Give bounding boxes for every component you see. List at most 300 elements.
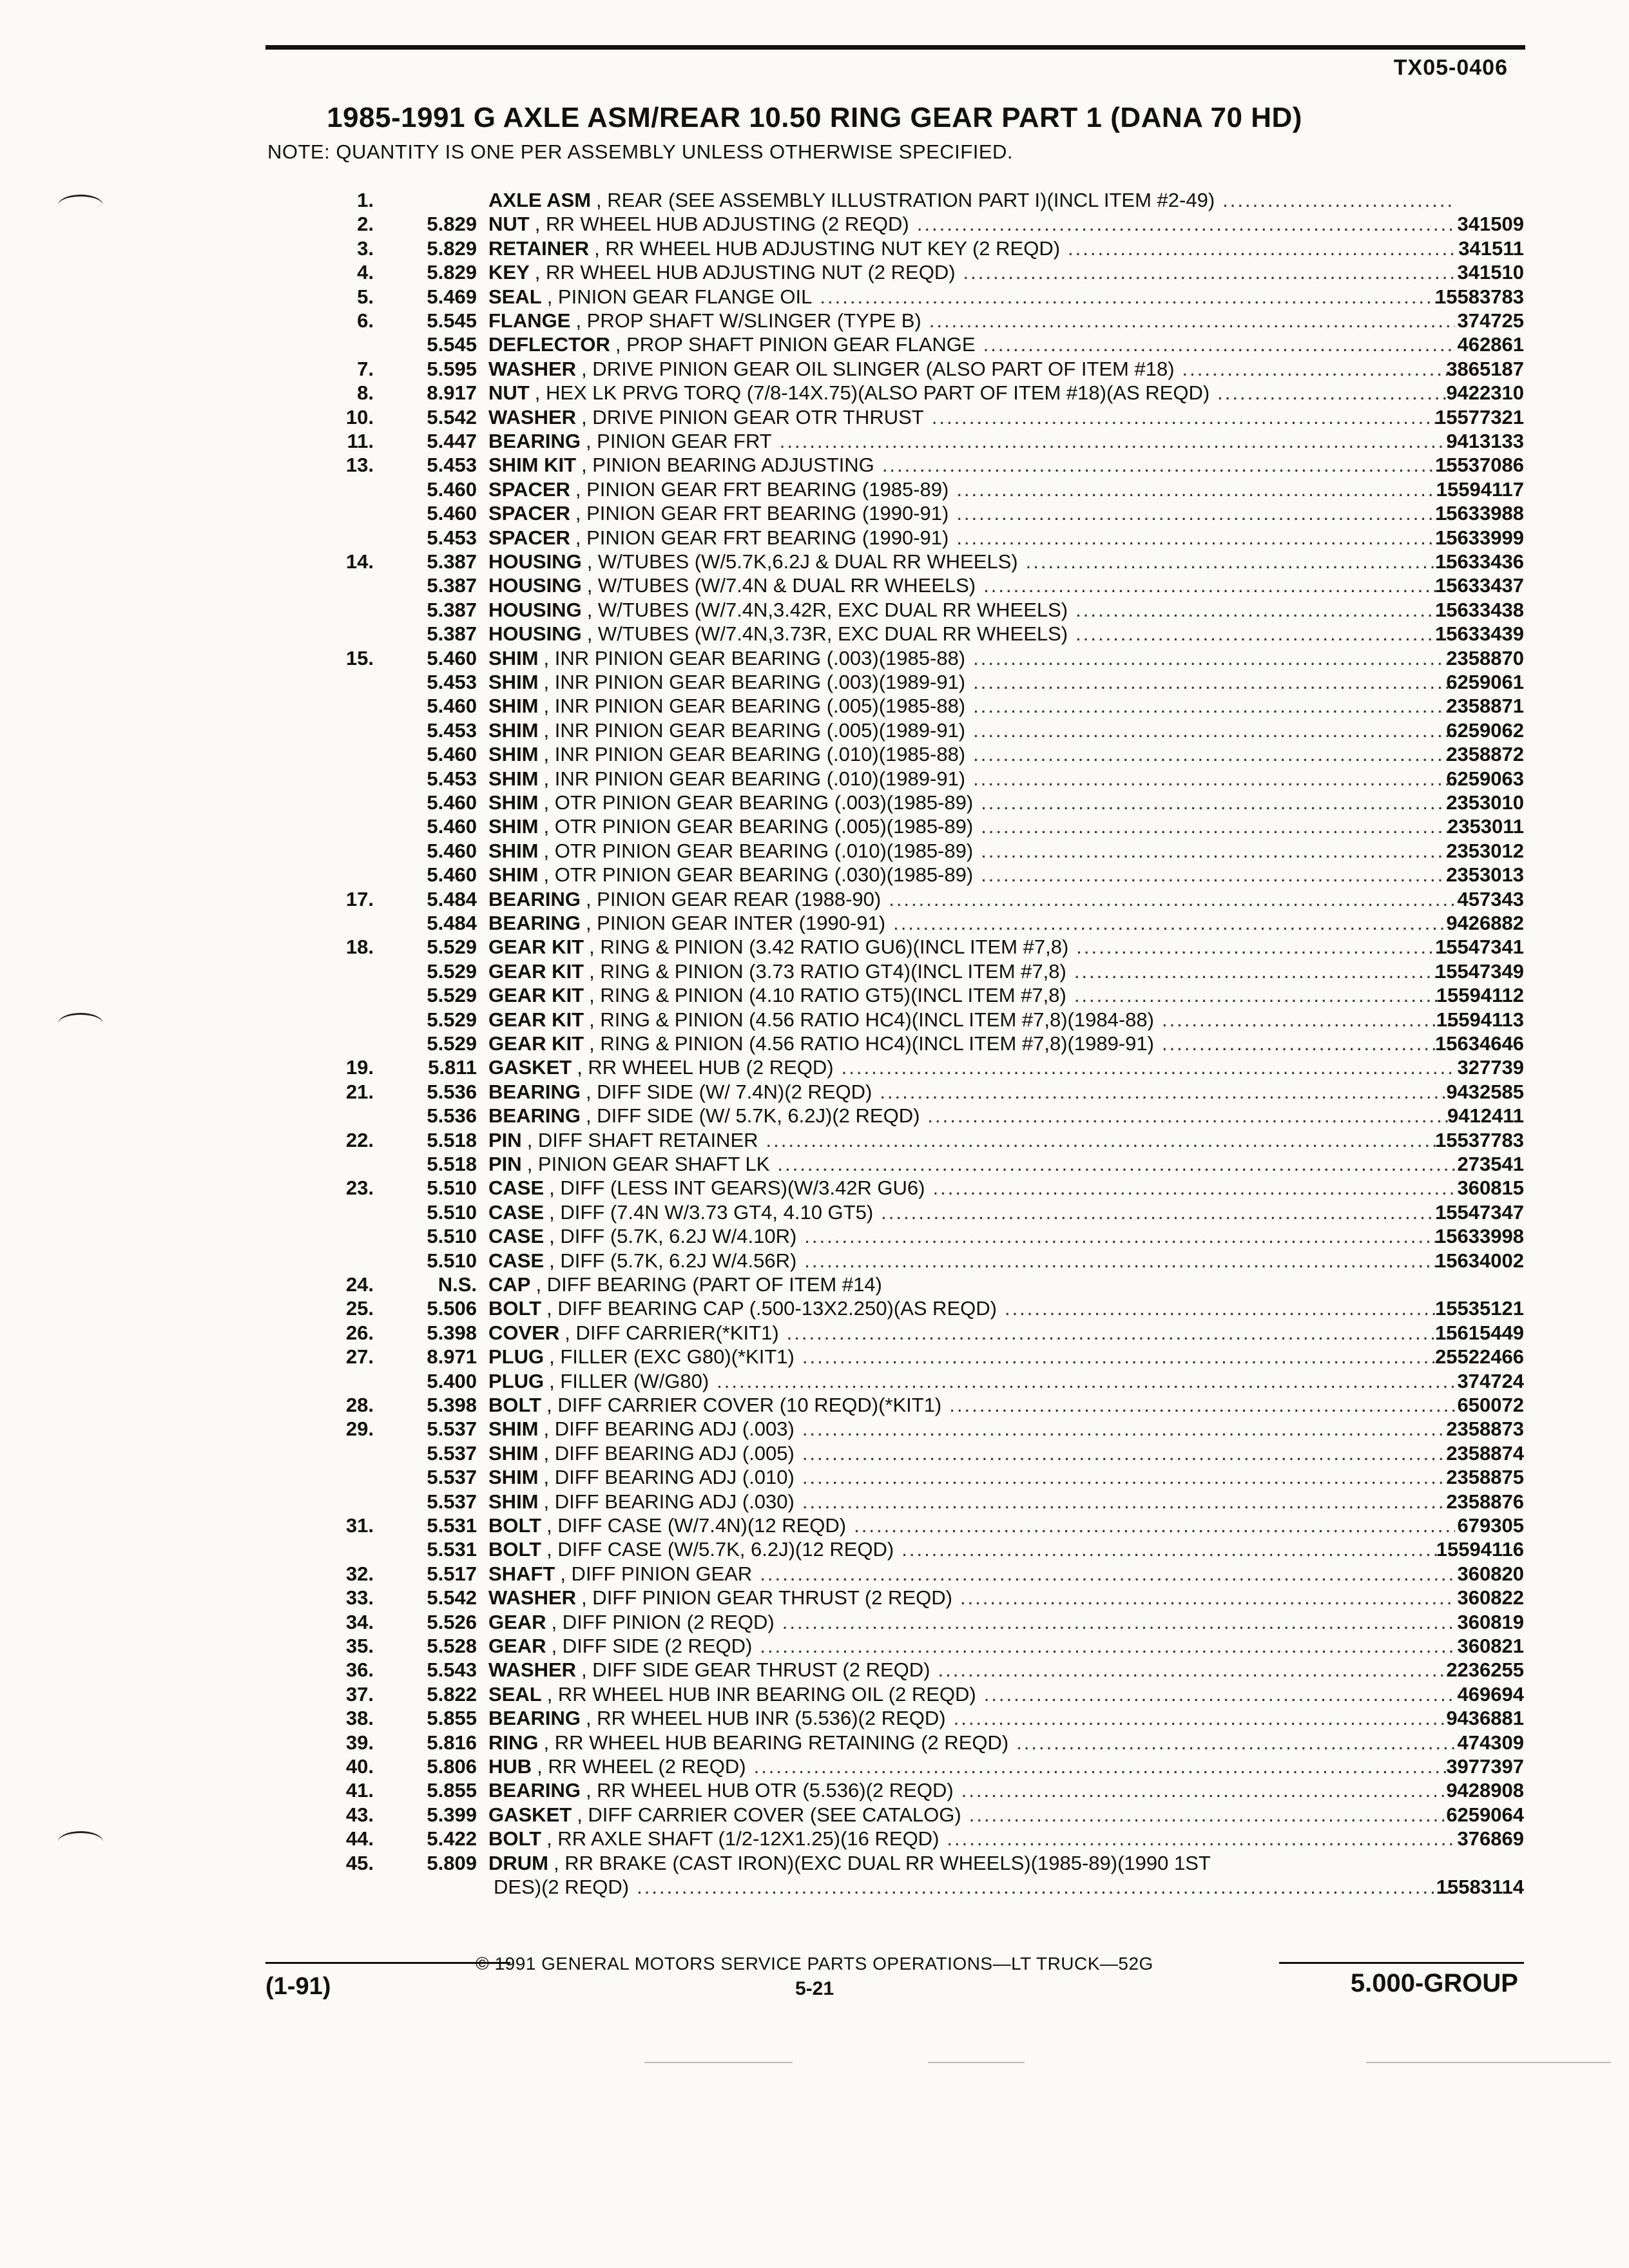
leader-dots [973,694,1455,718]
item-number: 24. [345,1273,374,1296]
part-detail: , DIFF SIDE (W/ 7.4N)(2 REQD) [585,1080,872,1103]
leader-dots [932,405,1455,429]
part-name: SHIM [488,695,539,718]
part-detail: , RING & PINION (3.42 RATIO GU6)(INCL ITEM #7,8) [589,936,1069,959]
part-name: SPACER [488,526,570,549]
leader-dots [854,1514,1455,1537]
part-description [488,1152,1455,1176]
part-description [488,1803,1455,1827]
group-number: 5.460 [427,863,477,887]
part-row [0,1032,1629,1055]
part-row [0,1875,1629,1899]
part-row [0,1008,1629,1032]
leader-dots [1016,1731,1455,1754]
part-description [488,1080,1455,1104]
leader-dots [802,1441,1455,1465]
group-number: 5.595 [427,357,477,380]
part-name: WASHER [488,405,577,428]
group-code: 5.000-GROUP [1350,1969,1518,1997]
part-number: 3977397 [1446,1755,1524,1778]
leader-dots [956,526,1455,550]
part-name: BEARING [488,1080,581,1103]
part-description [488,622,1455,646]
item-number: 18. [345,936,374,959]
part-name: RING [488,1731,539,1754]
part-detail: , REAR (SEE ASSEMBLY ILLUSTRATION PART I)(INCL ITEM #2-49) [596,189,1215,211]
part-name: SHIM [488,1466,539,1489]
group-number: 5.469 [427,285,477,308]
part-description [488,212,1455,236]
group-number: 5.855 [427,1707,477,1730]
part-detail: , RING & PINION (4.56 RATIO HC4)(INCL ITEM #7,8)(1984-88) [589,1008,1154,1031]
part-description [488,477,1455,501]
part-description [488,1176,1455,1200]
part-number: 2358871 [1446,695,1524,718]
part-row [0,405,1629,429]
group-number: 5.460 [427,791,477,814]
item-number: 23. [345,1177,374,1200]
leader-dots [802,1417,1455,1441]
part-detail: , DIFF SHAFT RETAINER [526,1128,758,1151]
part-detail: , OTR PINION GEAR BEARING (.005)(1985-89) [543,815,974,838]
part-detail: , RR WHEEL HUB ADJUSTING NUT (2 REQD) [534,261,956,284]
group-number: 5.806 [427,1755,477,1778]
part-detail: , PINION GEAR FRT BEARING (1990-91) [575,502,949,525]
part-number: 341511 [1458,236,1524,260]
item-number: 4. [357,261,374,284]
leader-dots [787,1321,1455,1345]
leader-dots [804,1249,1455,1273]
item-number: 38. [345,1707,374,1730]
part-name: HOUSING [488,598,582,621]
part-detail: , HEX LK PRVG TORQ (7/8-14X.75)(ALSO PART OF ITEM #18)(AS REQD) [534,381,1210,405]
leader-dots [956,501,1455,525]
group-number: 5.387 [427,574,477,597]
part-description [488,1658,1455,1682]
part-detail: , INR PINION GEAR BEARING (.005)(1985-88) [543,695,966,718]
item-number: 1. [357,189,374,211]
part-row [0,1055,1629,1079]
part-row [0,1610,1629,1634]
part-number: 2236255 [1446,1658,1524,1682]
part-row [0,1562,1629,1586]
part-number: 360819 [1457,1610,1524,1633]
item-number: 44. [345,1827,374,1850]
part-number: 9428908 [1446,1779,1524,1802]
group-number: 5.528 [427,1635,477,1657]
group-number: 5.453 [427,718,477,742]
group-number: 5.453 [427,526,477,549]
part-description [488,791,1455,814]
part-number: 15594117 [1436,477,1524,501]
part-number: 374724 [1457,1369,1524,1392]
group-number: 5.542 [427,405,477,428]
quantity-note: NOTE: QUANTITY IS ONE PER ASSEMBLY UNLESS OTHERWISE SPECIFIED. [267,140,1014,163]
group-number: 5.518 [427,1153,477,1175]
part-row [0,477,1629,501]
part-description [488,332,1455,356]
part-description [488,646,1455,670]
part-detail: , RR BRAKE (CAST IRON)(EXC DUAL RR WHEELS)(1985-89)(1990 1ST [554,1851,1211,1874]
part-number: 6259064 [1446,1803,1524,1826]
part-name: SHIM [488,791,539,814]
part-description [488,1754,1455,1778]
item-number: 6. [357,309,374,332]
part-detail: , DIFF PINION GEAR THRUST (2 REQD) [581,1586,952,1610]
leader-dots [933,1176,1456,1200]
group-number: 5.811 [428,1056,477,1079]
part-number: 6259061 [1446,671,1524,693]
part-number: 2358872 [1446,743,1524,766]
group-number: 5.398 [427,1394,477,1416]
part-row [0,1104,1629,1128]
leader-dots [802,1345,1455,1369]
part-description [488,381,1455,405]
item-number: 19. [345,1056,374,1079]
part-detail: , DIFF BEARING ADJ (.005) [543,1441,795,1465]
part-description [488,1537,1455,1561]
part-number: 9426882 [1446,912,1524,934]
group-number: 5.387 [427,550,477,573]
item-number: 14. [345,550,374,573]
group-number: 5.537 [427,1466,477,1489]
part-name: SPACER [488,502,570,525]
part-row [0,1321,1629,1345]
part-description [488,429,1455,453]
group-number: 5.822 [427,1682,477,1706]
part-name: BEARING [488,887,581,910]
part-name: BEARING [488,1707,581,1730]
leader-dots [842,1055,1455,1079]
leader-dots [960,1586,1455,1610]
part-row [0,622,1629,646]
part-number: 360821 [1457,1635,1524,1657]
group-number: 5.460 [427,502,477,525]
page-title: 1985-1991 G AXLE ASM/REAR 10.50 RING GEAR PART 1 (DANA 70 HD) [327,102,1302,133]
part-name: SHIM [488,839,539,862]
part-row [0,1152,1629,1176]
part-row [0,429,1629,453]
part-detail: , RR WHEEL HUB ADJUSTING (2 REQD) [534,213,909,236]
part-name: BOLT [488,1297,542,1320]
item-number: 8. [357,381,374,405]
part-name: CASE [488,1249,545,1272]
part-row [0,1441,1629,1465]
group-number: 5.453 [427,767,477,790]
leader-dots [881,1200,1455,1224]
part-description [488,1417,1455,1441]
part-row [0,526,1629,550]
group-number: 5.460 [427,743,477,766]
leader-dots [984,1682,1455,1706]
part-row [0,1731,1629,1754]
part-description [488,1875,1455,1899]
part-number: 15577321 [1435,405,1524,428]
group-number: 5.536 [427,1080,477,1103]
part-name: NUT [488,381,530,405]
part-detail: , PINION GEAR SHAFT LK [526,1153,770,1175]
part-description [488,188,1455,212]
part-number: 9422310 [1446,381,1524,405]
part-name: SHIM [488,646,539,669]
part-row [0,1417,1629,1441]
part-detail: , DIFF CARRIER COVER (10 REQD)(*KIT1) [546,1394,942,1416]
part-description [488,1032,1455,1055]
part-row [0,188,1629,212]
part-description [488,1321,1455,1345]
part-name: SHIM [488,1441,539,1465]
part-name: WASHER [488,1586,577,1610]
part-number: 15634002 [1435,1249,1524,1272]
item-number: 36. [345,1658,374,1682]
item-number: 41. [345,1779,374,1802]
leader-dots [929,309,1455,332]
group-number: 5.816 [427,1731,477,1754]
part-description [488,1682,1455,1706]
part-row [0,1634,1629,1658]
part-description [488,1514,1455,1537]
part-description [488,1465,1455,1489]
part-row [0,1273,1629,1296]
part-number: 2353011 [1447,815,1524,838]
part-row [0,646,1629,670]
part-detail: , DIFF BEARING ADJ (.003) [543,1418,795,1441]
part-name: HOUSING [488,622,582,646]
part-number: 15634646 [1435,1032,1524,1055]
part-name: BEARING [488,1104,581,1128]
part-description [488,357,1455,381]
part-description [488,670,1455,694]
part-number: 15594113 [1436,1008,1524,1031]
leader-dots [889,887,1455,911]
part-name: SPACER [488,477,570,501]
part-detail: , DIFF SIDE GEAR THRUST (2 REQD) [581,1658,930,1682]
scan-artifact-line [928,2062,1025,2063]
part-row [0,381,1629,405]
part-row [0,285,1629,309]
part-number: 15633988 [1435,502,1524,525]
part-row [0,1754,1629,1778]
part-description [488,1610,1455,1634]
part-number: 341510 [1457,261,1524,284]
item-number: 29. [345,1418,374,1441]
part-description [488,935,1455,959]
group-number: 5.809 [427,1851,477,1874]
leader-dots [802,1465,1455,1489]
part-row [0,1465,1629,1489]
group-number: 8.971 [427,1345,477,1369]
leader-dots [760,1562,1455,1586]
part-detail: , INR PINION GEAR BEARING (.010)(1985-88) [543,743,966,766]
part-detail: , INR PINION GEAR BEARING (.003)(1985-88) [543,646,966,669]
part-description [488,598,1455,622]
leader-dots [754,1754,1455,1778]
group-number: 5.460 [427,646,477,669]
item-number: 17. [345,887,374,910]
part-detail: , DIFF CARRIER(*KIT1) [564,1321,779,1344]
group-number: 5.510 [427,1249,477,1272]
part-detail: , DIFF PINION GEAR [560,1562,753,1585]
part-detail: , DIFF (5.7K, 6.2J W/4.56R) [549,1249,797,1272]
leader-dots [969,1803,1455,1827]
part-detail: , DRIVE PINION GEAR OTR THRUST [581,405,924,428]
item-number: 15. [345,646,374,669]
part-detail: , PINION GEAR FRT [585,430,772,452]
part-row [0,887,1629,911]
part-description [488,1369,1455,1393]
part-number: 15633436 [1435,550,1524,573]
item-number: 43. [345,1803,374,1826]
part-row [0,1128,1629,1152]
part-name: CASE [488,1177,545,1200]
part-name: SHIM [488,671,539,693]
leader-dots [802,1490,1455,1514]
part-number: 360820 [1457,1562,1524,1585]
part-row [0,1827,1629,1850]
group-number: N.S. [438,1273,477,1296]
leader-dots [804,1224,1455,1248]
part-row [0,1778,1629,1802]
part-description [488,453,1455,477]
item-number: 45. [345,1851,374,1874]
part-name: GEAR KIT [488,984,584,1007]
group-number: 5.398 [427,1321,477,1344]
leader-dots [981,791,1455,814]
part-row [0,814,1629,838]
part-description [488,742,1455,766]
leader-dots [927,1104,1455,1128]
part-name: AXLE ASM [488,189,592,211]
part-description [488,501,1455,525]
part-detail: , DIFF CARRIER COVER (SEE CATALOG) [577,1803,961,1826]
part-name: HUB [488,1755,532,1778]
part-number: 15583114 [1436,1876,1524,1898]
part-description [488,1224,1455,1248]
part-row [0,212,1629,236]
group-number: 5.400 [427,1369,477,1392]
item-number: 32. [345,1562,374,1585]
group-number: 5.510 [427,1177,477,1200]
part-detail: , INR PINION GEAR BEARING (.003)(1989-91) [543,671,966,693]
part-detail: , DIFF BEARING CAP (.500-13X2.250)(AS REQD) [546,1297,997,1320]
part-description [488,1345,1455,1369]
leader-dots [981,863,1455,887]
leader-dots [956,477,1455,501]
part-row [0,1514,1629,1537]
copyright-line: © 1991 GENERAL MOTORS SERVICE PARTS OPERATIONS—LT TRUCK—52G [476,1954,1153,1974]
part-number: 679305 [1457,1514,1524,1537]
group-number: 5.537 [427,1441,477,1465]
part-number: 2358873 [1446,1418,1524,1441]
part-detail: , RR WHEEL HUB ADJUSTING NUT KEY (2 REQD) [594,236,1061,260]
part-detail: , DIFF SIDE (W/ 5.7K, 6.2J)(2 REQD) [585,1104,920,1128]
group-number: 5.399 [427,1803,477,1826]
part-detail: , W/TUBES (W/5.7K,6.2J & DUAL RR WHEELS) [586,550,1018,573]
part-detail: , PINION GEAR REAR (1988-90) [585,887,882,910]
part-description [488,285,1455,309]
leader-dots [981,814,1455,838]
leader-dots [782,1610,1455,1634]
part-row [0,1490,1629,1514]
item-number: 25. [345,1297,374,1320]
group-number: 5.510 [427,1225,477,1248]
part-row [0,501,1629,525]
part-number: 457343 [1457,887,1524,910]
part-name: SHIM [488,1418,539,1441]
part-description [488,1778,1455,1802]
part-number: 2353010 [1446,791,1524,814]
part-number: 15633999 [1435,526,1524,549]
part-detail: , PROP SHAFT PINION GEAR FLANGE [615,333,976,356]
part-row [0,236,1629,260]
part-number: 3865187 [1446,357,1524,380]
part-row [0,357,1629,381]
part-description [488,526,1455,550]
part-row [0,1586,1629,1610]
part-detail: , OTR PINION GEAR BEARING (.030)(1985-89) [543,863,974,887]
part-number: 15633437 [1435,574,1524,597]
leader-dots [981,839,1455,863]
part-detail: , PROP SHAFT W/SLINGER (TYPE B) [575,309,921,332]
part-detail: , FILLER (EXC G80)(*KIT1) [549,1345,795,1369]
leader-dots [973,646,1455,670]
leader-dots [917,212,1455,236]
item-number: 13. [345,454,374,477]
page-number: 5-21 [795,1978,834,1999]
leader-dots [938,1658,1456,1682]
part-detail: , OTR PINION GEAR BEARING (.010)(1985-89) [543,839,974,862]
part-name: KEY [488,261,530,284]
part-detail: , RING & PINION (3.73 RATIO GT4)(INCL ITEM #7,8) [589,959,1066,983]
item-number: 28. [345,1394,374,1416]
part-name: CAP [488,1273,531,1296]
part-detail: , PINION GEAR FRT BEARING (1990-91) [575,526,949,549]
part-name: CASE [488,1200,545,1224]
group-number: 5.545 [427,309,477,332]
part-detail: , RING & PINION (4.10 RATIO GT5)(INCL ITEM #7,8) [589,984,1066,1007]
part-number: 273541 [1457,1153,1524,1175]
part-detail: , DIFF PINION (2 REQD) [551,1610,775,1633]
part-description [488,1296,1455,1320]
part-name: COVER [488,1321,560,1344]
part-description [488,959,1455,983]
part-row [0,1176,1629,1200]
item-number: 7. [357,357,374,380]
part-number: 2358876 [1446,1490,1524,1513]
group-number: 5.387 [427,598,477,621]
group-number: 5.460 [427,839,477,862]
item-number: 5. [357,285,374,308]
part-row [0,1803,1629,1827]
part-number: 6259062 [1446,718,1524,742]
part-row [0,863,1629,887]
part-name: CASE [488,1225,545,1248]
part-detail: , DIFF BEARING (PART OF ITEM #14) [535,1273,882,1296]
leader-dots [963,260,1455,284]
leader-dots [1005,1296,1455,1320]
part-row [0,1224,1629,1248]
part-description [488,1731,1455,1754]
part-number: 15594116 [1436,1538,1524,1561]
part-name: SHIM [488,815,539,838]
part-number: 6259063 [1446,767,1524,790]
part-row [0,550,1629,573]
part-row [0,767,1629,791]
part-description [488,1055,1455,1079]
part-row [0,670,1629,694]
part-number: 15633998 [1435,1225,1524,1248]
part-number: 341509 [1457,213,1524,236]
